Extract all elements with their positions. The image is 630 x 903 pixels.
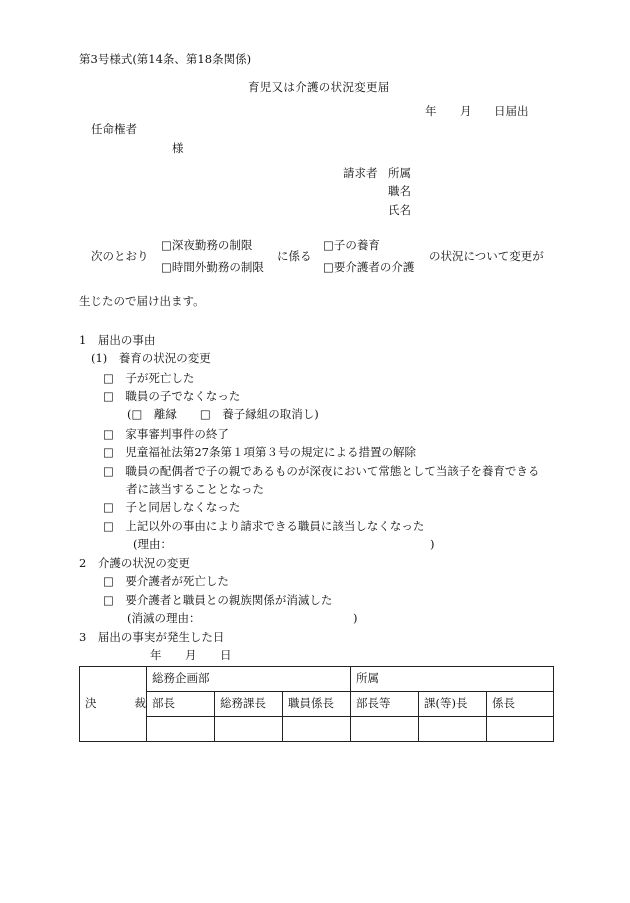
section1-item-other-reason[interactable]: □ 上記以外の事由により請求できる職員に該当しなくなった [103,519,425,533]
section1-item-welfare-measure[interactable]: □ 児童福祉法第27条第１項第３号の規定による措置の解除 [103,445,416,459]
option-late-night-limit[interactable]: □深夜勤務の制限 [161,238,253,252]
approval-label-char1: 決 [85,696,97,711]
section2-item-care-recipient-died[interactable]: □ 要介護者が死亡した [103,574,229,588]
section1-item-not-cohabiting[interactable]: □ 子と同居しなくなった [103,500,241,514]
approval-label-char2: 裁 [134,696,146,711]
seal-box-director-general[interactable] [147,717,215,742]
dept-general-header: 総務企画部 [147,667,351,692]
section1-item-adoption-detail[interactable]: (□ 離縁 □ 養子縁組の取消し) [127,407,319,421]
statement-continuation: 生じたので届け出ます。 [79,294,205,308]
section1-item-child-died[interactable]: □ 子が死亡した [103,371,195,385]
section1-item-no-longer-child[interactable]: □ 職員の子でなくなった [103,389,241,403]
addressee-name: 任命権者 [91,122,137,136]
section3-heading: 3 届出の事実が発生した日 [79,630,225,644]
role-staff-section-chief: 職員係長 [283,692,351,717]
role-general-affairs-chief: 総務課長 [215,692,283,717]
section2-reason-label: (消滅の理由： [127,611,201,625]
role-director-etc: 部長等 [351,692,419,717]
option-family-care[interactable]: □要介護者の介護 [323,260,415,274]
role-section-chief: 係長 [487,692,554,717]
option-child-rearing[interactable]: □子の養育 [323,238,380,252]
section2-item-relationship-ended[interactable]: □ 要介護者と職員との親族関係が消滅した [103,593,333,607]
approval-label-cell [80,667,147,742]
seal-box-general-affairs-chief[interactable] [215,717,283,742]
statement-tail: の状況について変更が [429,249,544,263]
section1-item-spouse-care-cont: 者に該当することとなった [126,482,264,496]
requester-label: 請求者 [343,166,378,180]
occurrence-month-label: 月 [185,648,197,662]
section2-heading: 2 介護の状況の変更 [79,556,190,570]
occurrence-year-label: 年 [150,648,162,662]
statement-connector: に係る [277,249,312,263]
section2-reason-close: ) [353,611,358,625]
addressee-honorific: 様 [172,141,184,155]
dept-affiliation-header: 所属 [351,667,554,692]
role-director-general: 部長 [147,692,215,717]
occurrence-day-label: 日 [220,648,232,662]
section1-reason-label: (理由： [133,537,172,551]
seal-box-director-etc[interactable] [351,717,419,742]
requester-affiliation-label: 所属 [388,166,411,180]
section1-sub-heading: (1) 養育の状況の変更 [91,351,211,365]
submission-year-label: 年 [425,104,437,118]
seal-box-section-chief[interactable] [487,717,554,742]
section1-heading: 1 届出の事由 [79,333,156,347]
form-number: 第3号様式(第14条、第18条関係) [79,52,252,66]
role-division-chief: 課(等)長 [419,692,487,717]
seal-box-division-chief[interactable] [419,717,487,742]
option-overtime-limit[interactable]: □時間外勤務の制限 [161,260,264,274]
statement-lead: 次のとおり [91,249,149,263]
requester-position-label: 職名 [388,184,411,198]
section1-reason-close: ) [430,537,435,551]
submission-day-label: 日届出 [494,104,529,118]
section1-item-spouse-care[interactable]: □ 職員の配偶者で子の親であるものが深夜において常態として当該子を養育できる [103,464,540,478]
form-title: 育児又は介護の状況変更届 [248,80,390,94]
approval-table [79,666,554,742]
seal-box-staff-section-chief[interactable] [283,717,351,742]
requester-name-label: 氏名 [388,203,411,217]
section1-item-family-court[interactable]: □ 家事審判事件の終了 [103,427,229,441]
submission-month-label: 月 [460,104,472,118]
